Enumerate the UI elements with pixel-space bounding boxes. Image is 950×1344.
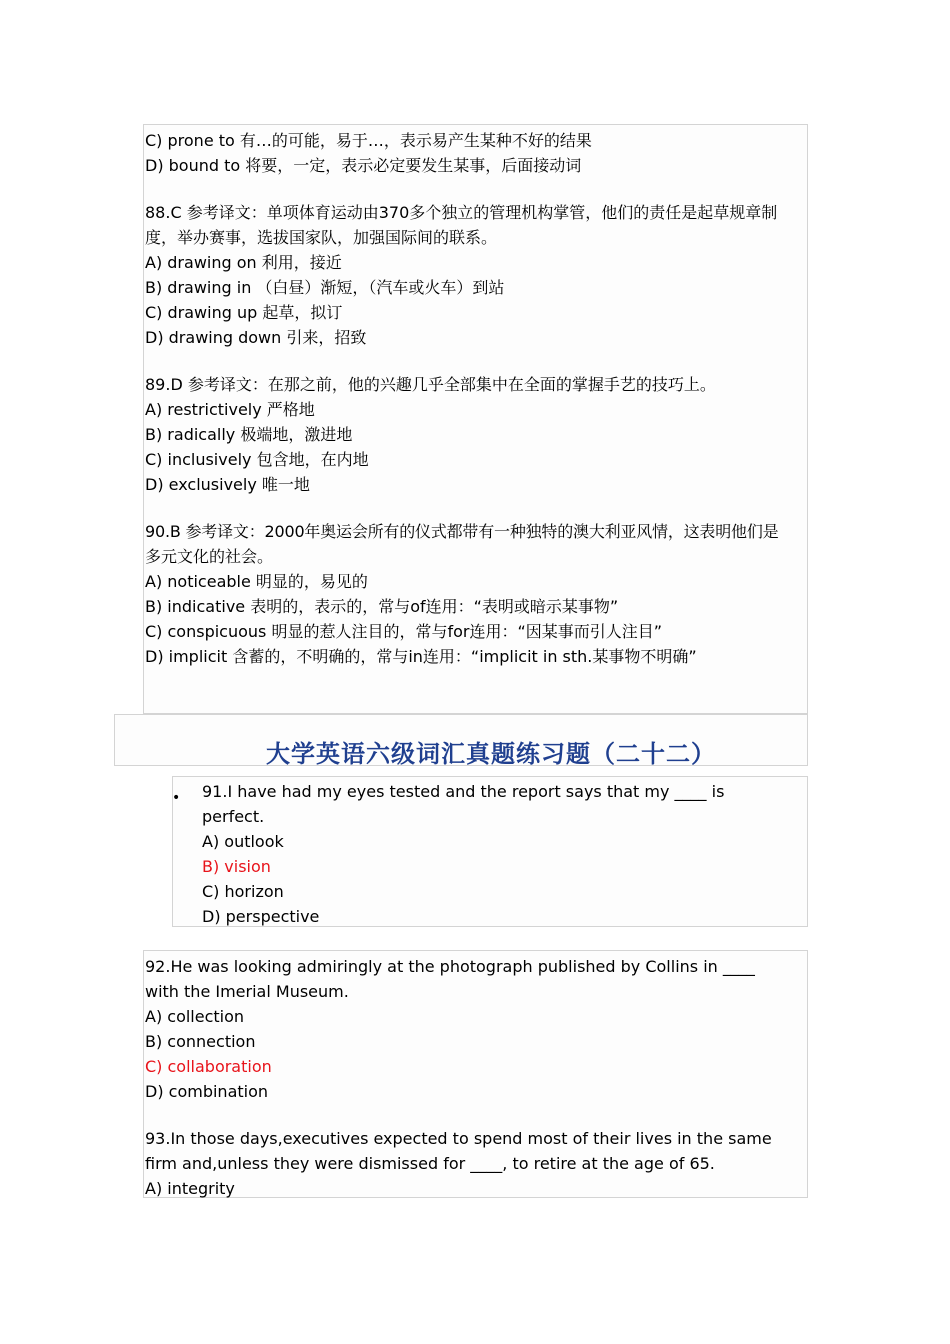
- option-c-answer: C) collaboration: [145, 1057, 272, 1076]
- option-b: B) connection: [145, 1032, 256, 1051]
- list-bullet: •: [172, 790, 181, 806]
- question-91-text: 91.I have had my eyes tested and the report says that my ____ is: [202, 782, 725, 801]
- question-92-text: 92.He was looking admiringly at the photograph published by Collins in ____: [145, 957, 755, 976]
- text-line: 89.D 参考译文：在那之前，他的兴趣几乎全部集中在全面的掌握手艺的技巧上。: [145, 375, 716, 394]
- question-93-text: firm and,unless they were dismissed for ____, to retire at the age of 65.: [145, 1154, 715, 1173]
- option-d: D) combination: [145, 1082, 269, 1101]
- option-d: D) perspective: [202, 907, 320, 926]
- text-line: A) restrictively 严格地: [145, 400, 315, 419]
- question-92-text: with the Imerial Museum.: [145, 982, 349, 1001]
- text-line: 度，举办赛事，选拔国家队，加强国际间的联系。: [145, 228, 498, 247]
- text-line: A) drawing on 利用，接近: [145, 253, 342, 272]
- page-title: 大学英语六级词汇真题练习题（二十二）: [266, 739, 716, 768]
- text-line: D) implicit 含蓄的，不明确的，常与in连用：“implicit in sth.某事物不明确”: [145, 647, 697, 666]
- text-line: C) conspicuous 明显的惹人注目的，常与for连用：“因某事而引人注目”: [145, 622, 663, 641]
- text-line: B) radically 极端地，激进地: [145, 425, 353, 444]
- text-line: B) indicative 表明的，表示的，常与of连用：“表明或暗示某事物”: [145, 597, 619, 616]
- text-line: D) bound to 将要，一定，表示必定要发生某事，后面接动词: [145, 156, 582, 175]
- option-a: A) outlook: [202, 832, 284, 851]
- text-line: C) drawing up 起草，拟订: [145, 303, 343, 322]
- text-line: 多元文化的社会。: [145, 547, 274, 566]
- text-line: D) drawing down 引来，招致: [145, 328, 367, 347]
- text-line: 90.B 参考译文：2000年奥运会所有的仪式都带有一种独特的澳大利亚风情，这表明他们是: [145, 522, 779, 541]
- option-a: A) collection: [145, 1007, 245, 1026]
- question-91-text: perfect.: [202, 807, 265, 826]
- question-93-text: 93.In those days,executives expected to spend most of their lives in the same: [145, 1129, 772, 1148]
- text-line: B) drawing in （白昼）渐短，（汽车或火车）到站: [145, 278, 505, 297]
- text-line: C) prone to 有…的可能，易于…，表示易产生某种不好的结果: [145, 131, 592, 150]
- text-line: D) exclusively 唯一地: [145, 475, 310, 494]
- option-a: A) integrity: [145, 1179, 235, 1198]
- text-line: 88.C 参考译文：单项体育运动由370多个独立的管理机构掌管，他们的责任是起草规章制: [145, 203, 778, 222]
- text-line: A) noticeable 明显的，易见的: [145, 572, 368, 591]
- option-b-answer: B) vision: [202, 857, 271, 876]
- text-line: C) inclusively 包含地，在内地: [145, 450, 369, 469]
- option-c: C) horizon: [202, 882, 284, 901]
